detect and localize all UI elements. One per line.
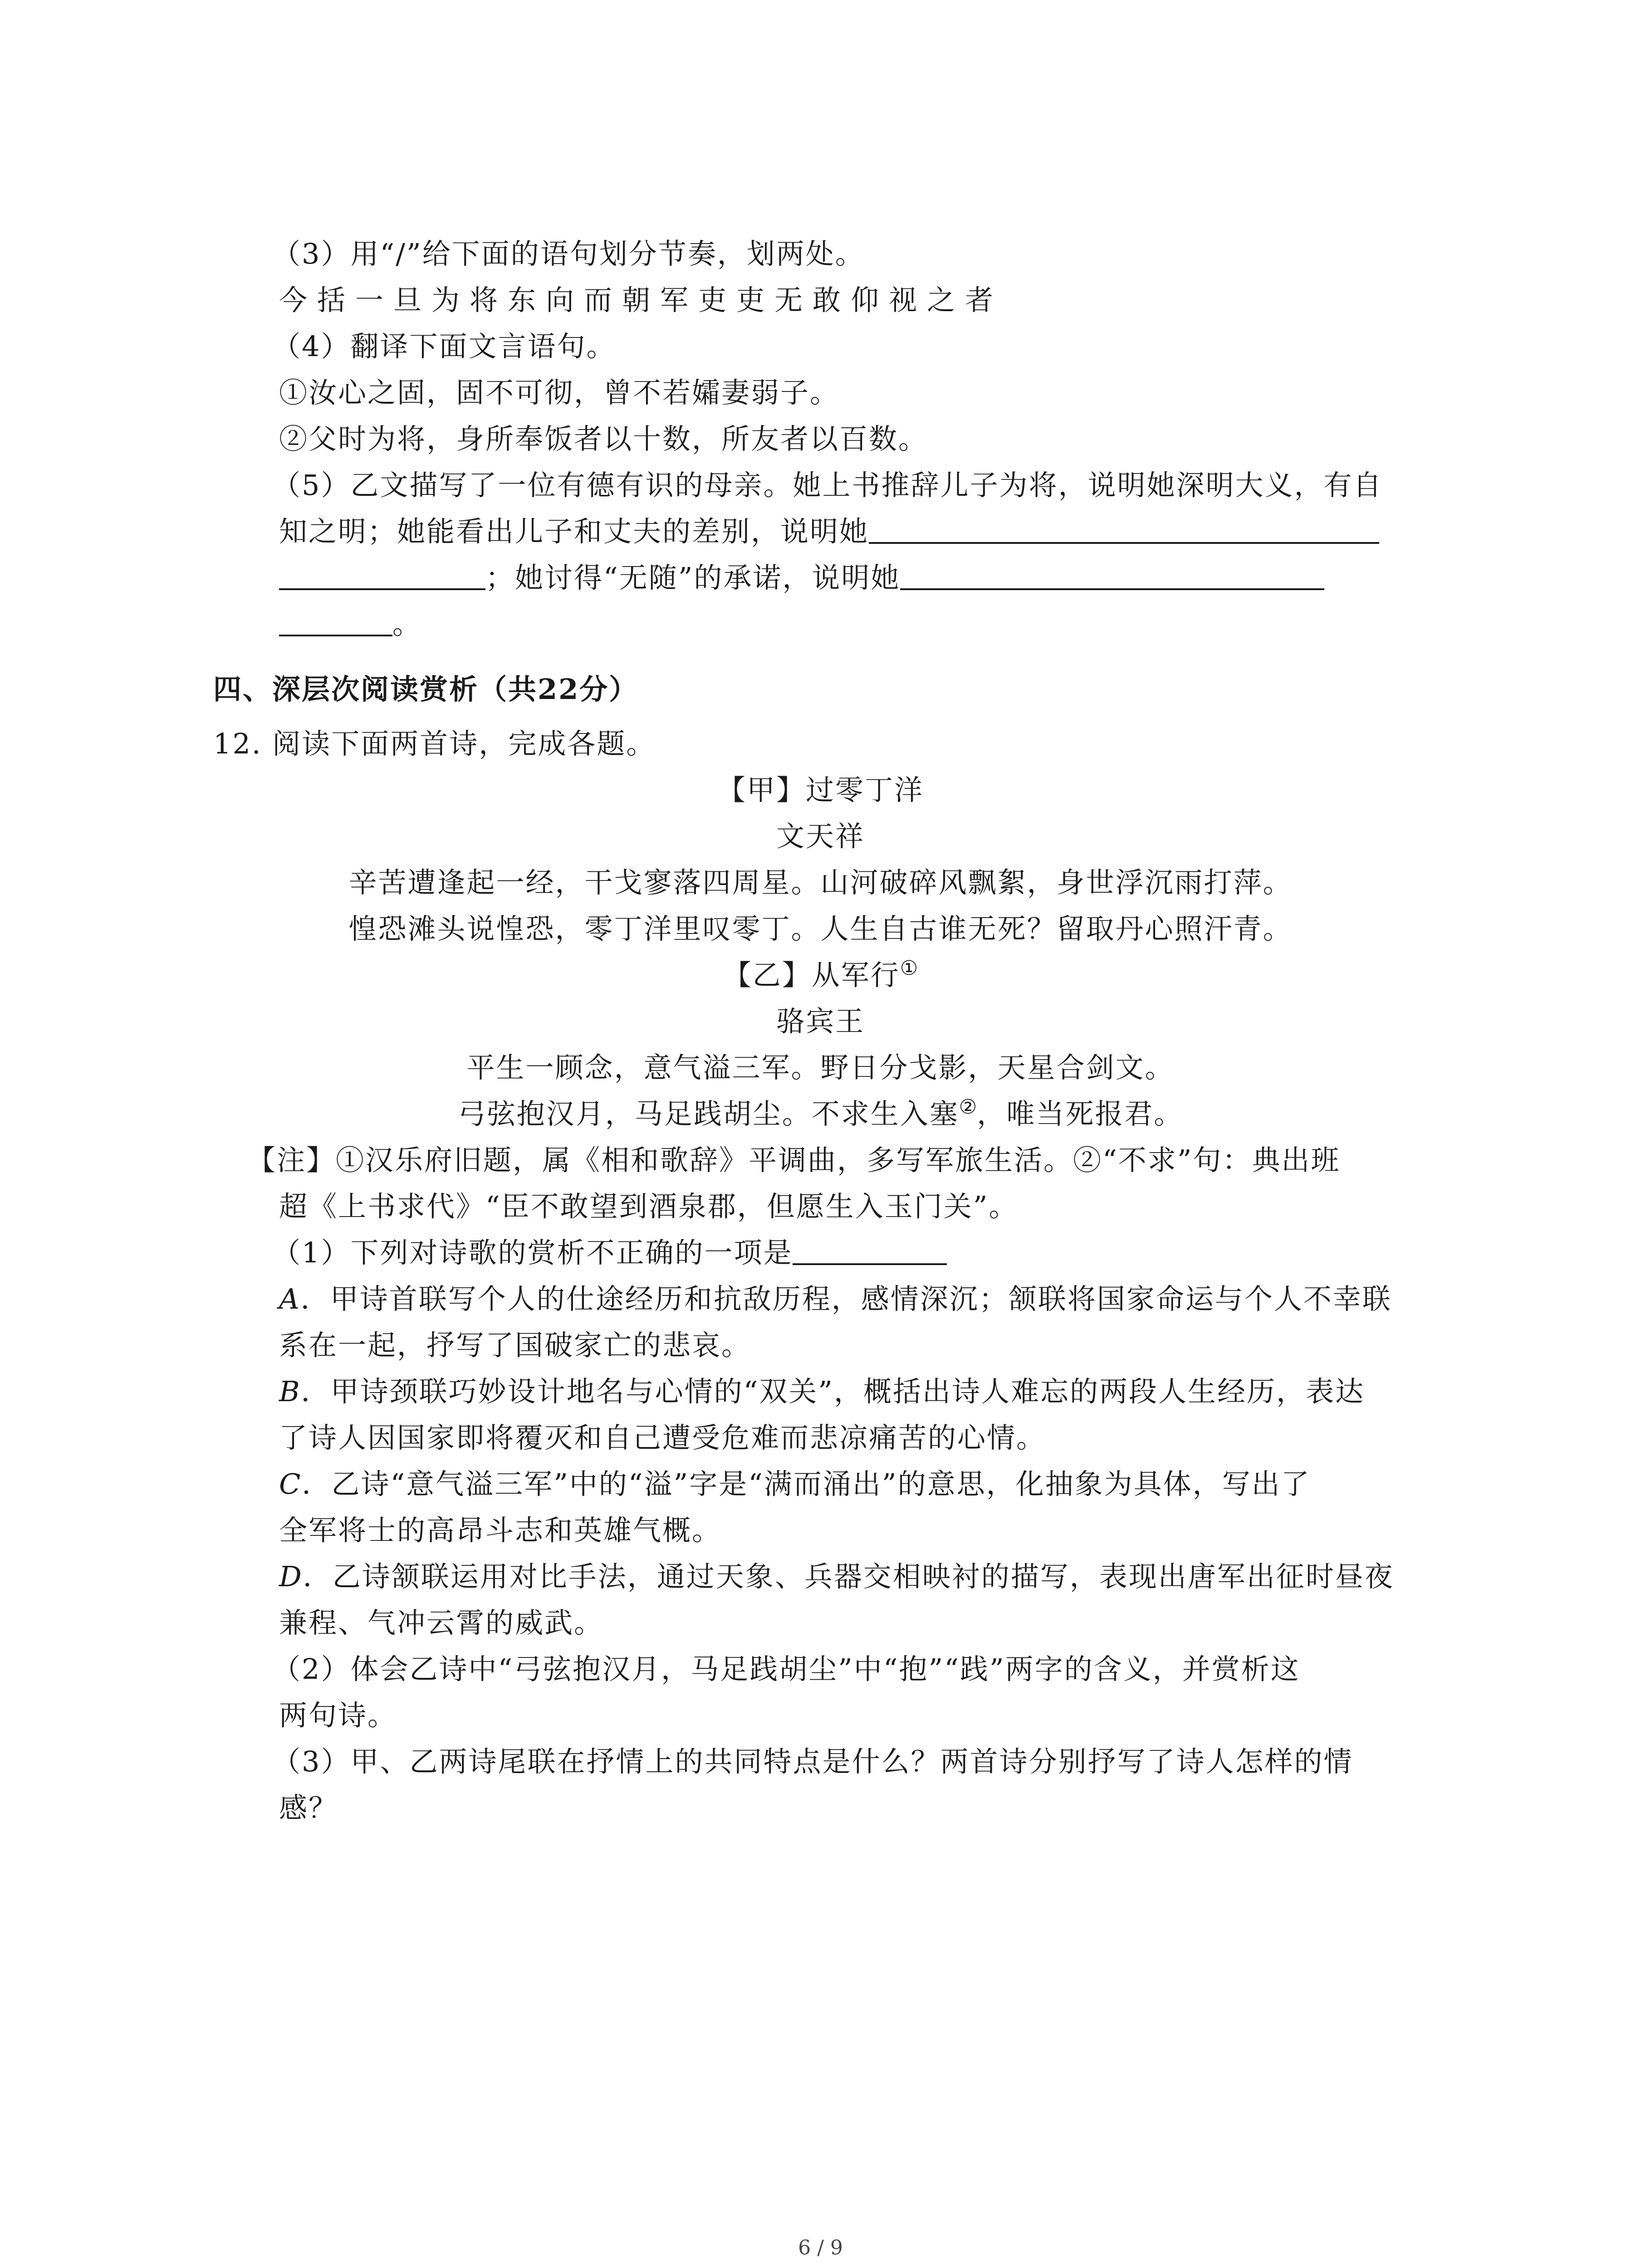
answer-blank[interactable]: [793, 1235, 947, 1265]
poem2-author: 骆宾王: [776, 1005, 865, 1038]
q12-sub3-line-2: 感？: [279, 1791, 338, 1824]
q11-sub5-text-4: 。: [392, 607, 422, 640]
notes-line-1: 【注】①汉乐府旧题，属《相和歌辞》平调曲，多写军旅生活。②“不求”句：典出班: [247, 1144, 1341, 1177]
poem1-line-2: 惶恐滩头说惶恐，零丁洋里叹零丁。人生自古谁无死？留取丹心照汗青。: [348, 912, 1293, 945]
q12-intro: 12. 阅读下面两首诗，完成各题。: [213, 727, 656, 760]
option-a-letter: A: [279, 1282, 301, 1315]
option-a-text: ．甲诗首联写个人的仕途经历和抗敌历程，感情深沉；颔联将国家命运与个人不幸联: [300, 1282, 1392, 1315]
poem2-line-2a: 弓弦抱汉月，马足践胡尘。不求生入塞: [457, 1097, 959, 1130]
q11-sub5-line-1: （5）乙文描写了一位有德有识的母亲。她上书推辞儿子为将，说明她深明大义，有自: [272, 469, 1383, 502]
page-number: 6 / 9: [798, 2236, 843, 2259]
poem2-title: [0, 957, 1641, 997]
option-c-text: ．乙诗“意气溢三军”中的“溢”字是“满而涌出”的意思，化抽象为具体，写出了: [302, 1467, 1311, 1501]
poem1-title: 【甲】过零丁洋: [717, 773, 924, 807]
option-a-line-1: [279, 1281, 1392, 1317]
q12-sub2-line-2: 两句诗。: [279, 1699, 397, 1732]
answer-blank[interactable]: [279, 560, 485, 590]
footnote-marker: ②: [959, 1095, 977, 1119]
poem2-line-2b: ，唯当死报君。: [977, 1097, 1184, 1130]
poem1-author: 文天祥: [776, 820, 865, 853]
option-b-text: ．甲诗颈联巧妙设计地名与心情的“双关”，概括出诗人难忘的两段人生经历，表达: [301, 1375, 1365, 1408]
q12-sub1: [272, 1235, 947, 1271]
option-b-line-2: 了诗人因国家即将覆灭和自己遭受危难而悲凉痛苦的心情。: [279, 1421, 1046, 1454]
q11-sub5-line-3: [279, 560, 1324, 596]
section-heading: 四、深层次阅读赏析（共22分）: [213, 673, 639, 706]
q12-sub2-line-1: （2）体会乙诗中“弓弦抱汉月，马足践胡尘”中“抱”“践”两字的含义，并赏析这: [272, 1652, 1300, 1686]
option-d-line-2: 兼程、气冲云霄的威武。: [279, 1606, 604, 1639]
option-c-line-1: [279, 1466, 1311, 1502]
option-d-text: ．乙诗颔联运用对比手法，通过天象、兵器交相映衬的描写，表现出唐军出征时昼夜: [303, 1560, 1394, 1593]
poem2-line-1: 平生一顾念，意气溢三军。野日分戈影，天星合剑文。: [466, 1051, 1175, 1084]
option-c-letter: C: [279, 1467, 302, 1501]
option-c-line-2: 全军将士的高昂斗志和英雄气概。: [279, 1514, 722, 1547]
answer-blank[interactable]: [869, 514, 1379, 544]
q11-sub3-sentence: 今括一旦为将东向而朝军吏吏无敢仰视之者: [279, 284, 1004, 317]
q11-sub5-text-3: ；她讨得“无随”的承诺，说明她: [485, 561, 901, 594]
q12-sub1-text: （1）下列对诗歌的赏析不正确的一项是: [272, 1236, 793, 1269]
q11-sub5-text-2: 知之明；她能看出儿子和丈夫的差别，说明她: [279, 515, 869, 548]
poem2-title-text: 【乙】从军行: [723, 958, 900, 992]
q11-sub4-prompt: （4）翻译下面文言语句。: [272, 330, 616, 363]
notes-line-2: 超《上书求代》“臣不敢望到酒泉郡，但愿生入玉门关”。: [279, 1190, 1019, 1223]
q11-sub5-line-2: [279, 513, 1379, 550]
option-d-line-1: [279, 1559, 1394, 1595]
q12-sub3-line-1: （3）甲、乙两诗尾联在抒情上的共同特点是什么？两首诗分别抒写了诗人怎样的情: [272, 1745, 1353, 1778]
poem2-line-2: [0, 1096, 1641, 1135]
q11-sub5-line-4: [279, 606, 422, 642]
poem1-line-1: 辛苦遭逢起一经，干戈寥落四周星。山河破碎风飘絮，身世浮沉雨打萍。: [348, 866, 1293, 899]
option-d-letter: D: [279, 1560, 303, 1593]
option-a-line-2: 系在一起，抒写了国破家亡的悲哀。: [279, 1329, 751, 1362]
option-b-line-1: [279, 1374, 1365, 1410]
q11-sub4-sentence-1: ①汝心之固，固不可彻，曾不若孀妻弱子。: [279, 376, 840, 409]
option-b-letter: B: [279, 1375, 301, 1408]
answer-blank[interactable]: [279, 606, 392, 636]
answer-blank[interactable]: [900, 560, 1324, 590]
q11-sub3-prompt: （3）用“/”给下面的语句划分节奏，划两处。: [272, 237, 865, 270]
footnote-marker: ①: [900, 957, 918, 980]
q11-sub4-sentence-2: ②父时为将，身所奉饭者以十数，所友者以百数。: [279, 422, 928, 455]
